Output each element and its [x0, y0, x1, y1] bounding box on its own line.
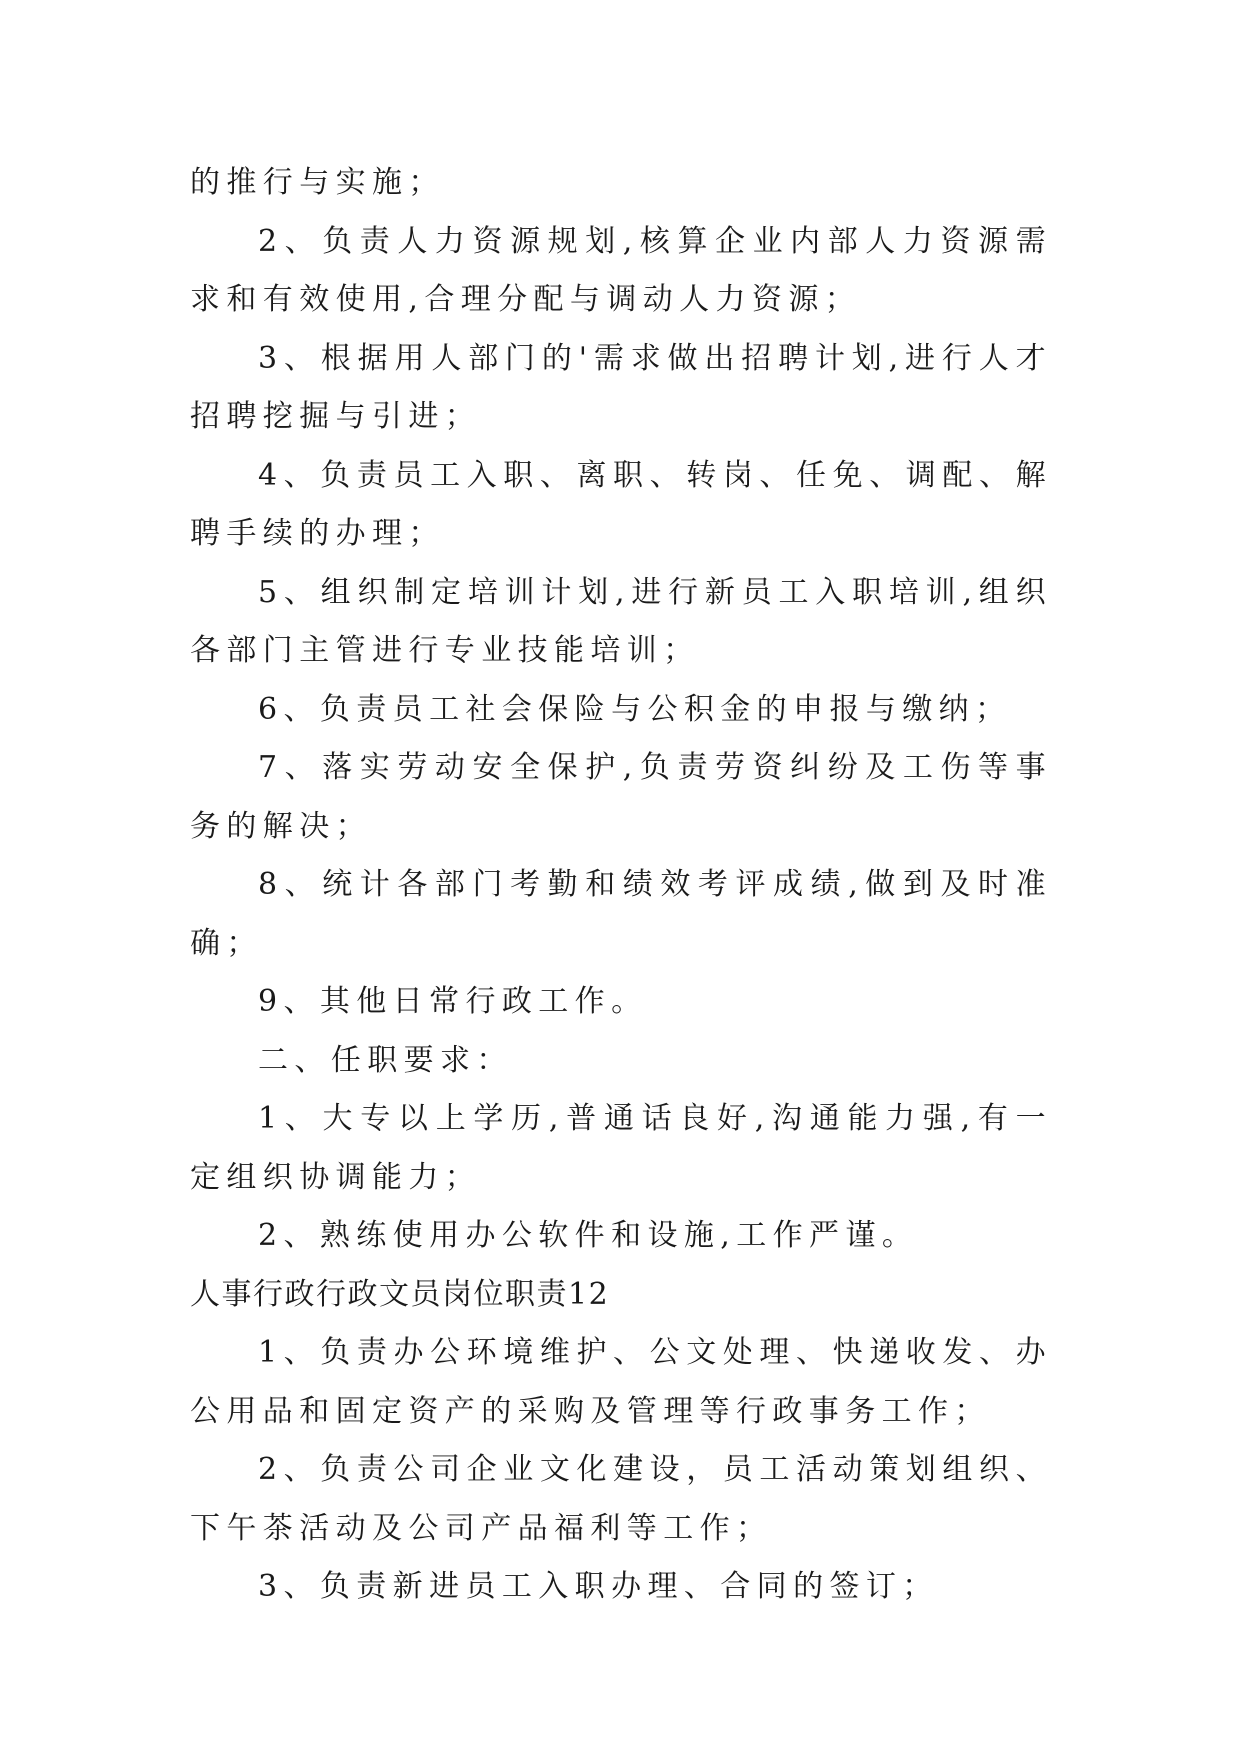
duty-item-5: 5、组织制定培训计划,进行新员工入职培训,组织各部门主管进行专业技能培训；	[190, 574, 1052, 668]
document-body	[190, 154, 1052, 1617]
requirements-heading: 二、任职要求：	[258, 1042, 513, 1078]
duty-item-6: 6、负责员工社会保险与公积金的申报与缴纳；	[258, 691, 1012, 727]
section-item-2: 2、负责公司企业文化建设，员工活动策划组织、下午茶活动及公司产品福利等工作；	[190, 1452, 1052, 1546]
duty-item-4: 4、负责员工入职、离职、转岗、任免、调配、解聘手续的办理；	[190, 457, 1052, 551]
section-item-1: 1、负责办公环境维护、公文处理、快递收发、办公用品和固定资产的采购及管理等行政事务工作；	[190, 1335, 1052, 1429]
duty-item-3: 3、根据用人部门的'需求做出招聘计划,进行人才招聘挖掘与引进；	[190, 340, 1052, 434]
paragraph-continuation: 的推行与实施；	[190, 165, 445, 200]
requirement-item-2: 2、熟练使用办公软件和设施,工作严谨。	[258, 1218, 919, 1253]
duty-item-2: 2、负责人力资源规划,核算企业内部人力资源需求和有效使用,合理分配与调动人力资源；	[190, 223, 1052, 317]
duty-item-9: 9、其他日常行政工作。	[258, 984, 648, 1019]
duty-item-7: 7、落实劳动安全保护,负责劳资纠纷及工伤等事务的解决；	[190, 750, 1052, 844]
duty-item-8: 8、统计各部门考勤和绩效考评成绩,做到及时准确；	[190, 867, 1052, 961]
section-title: 人事行政行政文员岗位职责12	[190, 1276, 610, 1312]
requirement-item-1: 1、大专以上学历,普通话良好,沟通能力强,有一定组织协调能力；	[190, 1101, 1052, 1195]
section-item-3: 3、负责新进员工入职办理、合同的签订；	[258, 1569, 939, 1604]
